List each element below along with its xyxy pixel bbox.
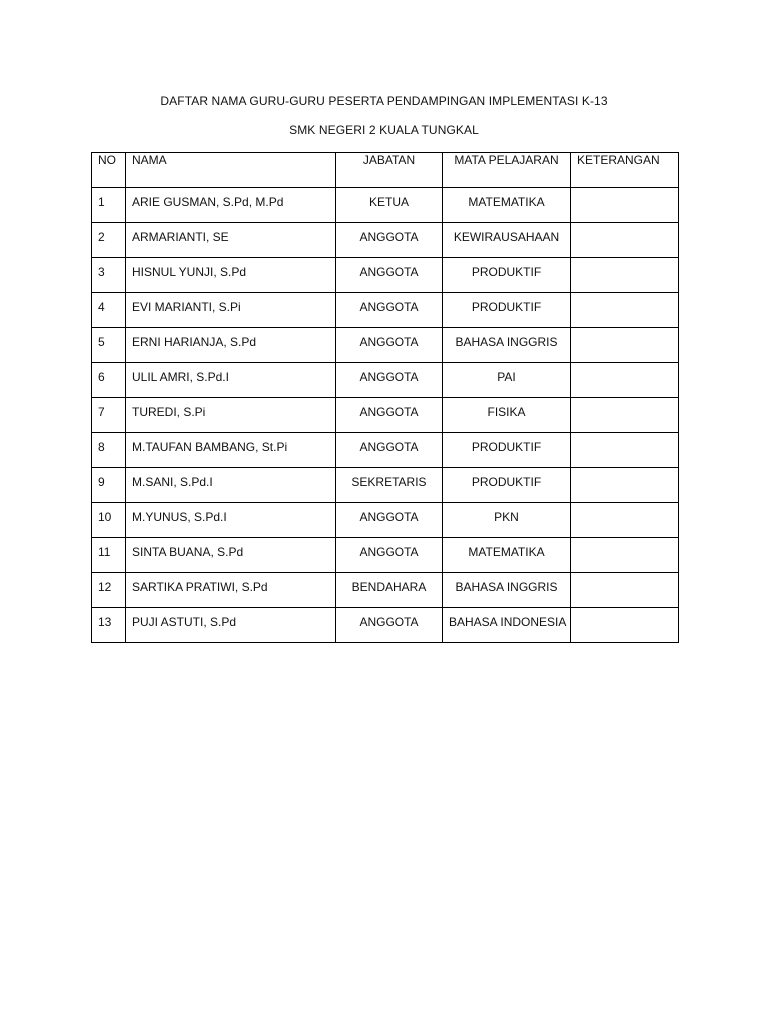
- cell-no: 2: [92, 223, 126, 258]
- table-row: [92, 398, 679, 433]
- table-row: [92, 223, 679, 258]
- cell-no: 9: [92, 468, 126, 503]
- cell-keterangan: [571, 258, 679, 293]
- cell-no: 13: [92, 608, 126, 643]
- cell-jabatan: ANGGOTA: [336, 363, 443, 398]
- cell-nama: SINTA BUANA, S.Pd: [126, 538, 336, 573]
- cell-keterangan: [571, 188, 679, 223]
- cell-keterangan: [571, 223, 679, 258]
- document-subtitle: SMK NEGERI 2 KUALA TUNGKAL: [289, 123, 479, 137]
- cell-nama: EVI MARIANTI, S.Pi: [126, 293, 336, 328]
- cell-nama: ERNI HARIANJA, S.Pd: [126, 328, 336, 363]
- header-jabatan: JABATAN: [336, 153, 443, 188]
- cell-no: 10: [92, 503, 126, 538]
- cell-nama: PUJI ASTUTI, S.Pd: [126, 608, 336, 643]
- cell-no: 6: [92, 363, 126, 398]
- cell-jabatan: ANGGOTA: [336, 328, 443, 363]
- cell-mata-pelajaran: BAHASA INGGRIS: [443, 573, 571, 608]
- cell-nama: M.TAUFAN BAMBANG, St.Pi: [126, 433, 336, 468]
- table-header-row: [92, 153, 679, 188]
- cell-jabatan: ANGGOTA: [336, 503, 443, 538]
- cell-jabatan: SEKRETARIS: [336, 468, 443, 503]
- cell-jabatan: ANGGOTA: [336, 293, 443, 328]
- cell-jabatan: ANGGOTA: [336, 258, 443, 293]
- cell-nama: HISNUL YUNJI, S.Pd: [126, 258, 336, 293]
- cell-no: 5: [92, 328, 126, 363]
- cell-no: 8: [92, 433, 126, 468]
- table-body: [92, 188, 679, 643]
- table-row: [92, 503, 679, 538]
- cell-jabatan: BENDAHARA: [336, 573, 443, 608]
- header-nama: NAMA: [126, 153, 336, 188]
- table-row: [92, 538, 679, 573]
- cell-jabatan: ANGGOTA: [336, 398, 443, 433]
- table-row: [92, 188, 679, 223]
- cell-mata-pelajaran: PRODUKTIF: [443, 293, 571, 328]
- cell-mata-pelajaran: BAHASA INDONESIA: [443, 608, 571, 643]
- cell-jabatan: ANGGOTA: [336, 223, 443, 258]
- cell-jabatan: ANGGOTA: [336, 608, 443, 643]
- table-row: [92, 608, 679, 643]
- cell-keterangan: [571, 503, 679, 538]
- header-keterangan: KETERANGAN: [571, 153, 679, 188]
- cell-mata-pelajaran: KEWIRAUSAHAAN: [443, 223, 571, 258]
- table-row: [92, 573, 679, 608]
- cell-no: 11: [92, 538, 126, 573]
- cell-keterangan: [571, 398, 679, 433]
- cell-nama: TUREDI, S.Pi: [126, 398, 336, 433]
- cell-no: 7: [92, 398, 126, 433]
- cell-nama: M.YUNUS, S.Pd.I: [126, 503, 336, 538]
- table-row: [92, 433, 679, 468]
- cell-nama: ARIE GUSMAN, S.Pd, M.Pd: [126, 188, 336, 223]
- cell-mata-pelajaran: PKN: [443, 503, 571, 538]
- table-row: [92, 363, 679, 398]
- cell-mata-pelajaran: PRODUKTIF: [443, 258, 571, 293]
- cell-keterangan: [571, 328, 679, 363]
- cell-nama: ULIL AMRI, S.Pd.I: [126, 363, 336, 398]
- cell-keterangan: [571, 433, 679, 468]
- table-row: [92, 258, 679, 293]
- cell-no: 3: [92, 258, 126, 293]
- cell-no: 12: [92, 573, 126, 608]
- cell-mata-pelajaran: BAHASA INGGRIS: [443, 328, 571, 363]
- cell-keterangan: [571, 573, 679, 608]
- cell-keterangan: [571, 293, 679, 328]
- cell-keterangan: [571, 538, 679, 573]
- cell-mata-pelajaran: PAI: [443, 363, 571, 398]
- header-no: NO: [92, 153, 126, 188]
- table-row: [92, 293, 679, 328]
- cell-mata-pelajaran: PRODUKTIF: [443, 468, 571, 503]
- participant-table: [91, 152, 679, 643]
- cell-nama: SARTIKA PRATIWI, S.Pd: [126, 573, 336, 608]
- cell-mata-pelajaran: MATEMATIKA: [443, 538, 571, 573]
- cell-no: 4: [92, 293, 126, 328]
- cell-nama: ARMARIANTI, SE: [126, 223, 336, 258]
- cell-jabatan: ANGGOTA: [336, 538, 443, 573]
- cell-jabatan: KETUA: [336, 188, 443, 223]
- cell-no: 1: [92, 188, 126, 223]
- cell-jabatan: ANGGOTA: [336, 433, 443, 468]
- cell-keterangan: [571, 468, 679, 503]
- cell-mata-pelajaran: PRODUKTIF: [443, 433, 571, 468]
- cell-mata-pelajaran: MATEMATIKA: [443, 188, 571, 223]
- cell-mata-pelajaran: FISIKA: [443, 398, 571, 433]
- document-title: DAFTAR NAMA GURU-GURU PESERTA PENDAMPINGAN IMPLEMENTASI K-13: [160, 94, 608, 108]
- table-row: [92, 468, 679, 503]
- cell-nama: M.SANI, S.Pd.I: [126, 468, 336, 503]
- header-mata-pelajaran: MATA PELAJARAN: [443, 153, 571, 188]
- cell-keterangan: [571, 363, 679, 398]
- cell-keterangan: [571, 608, 679, 643]
- table-row: [92, 328, 679, 363]
